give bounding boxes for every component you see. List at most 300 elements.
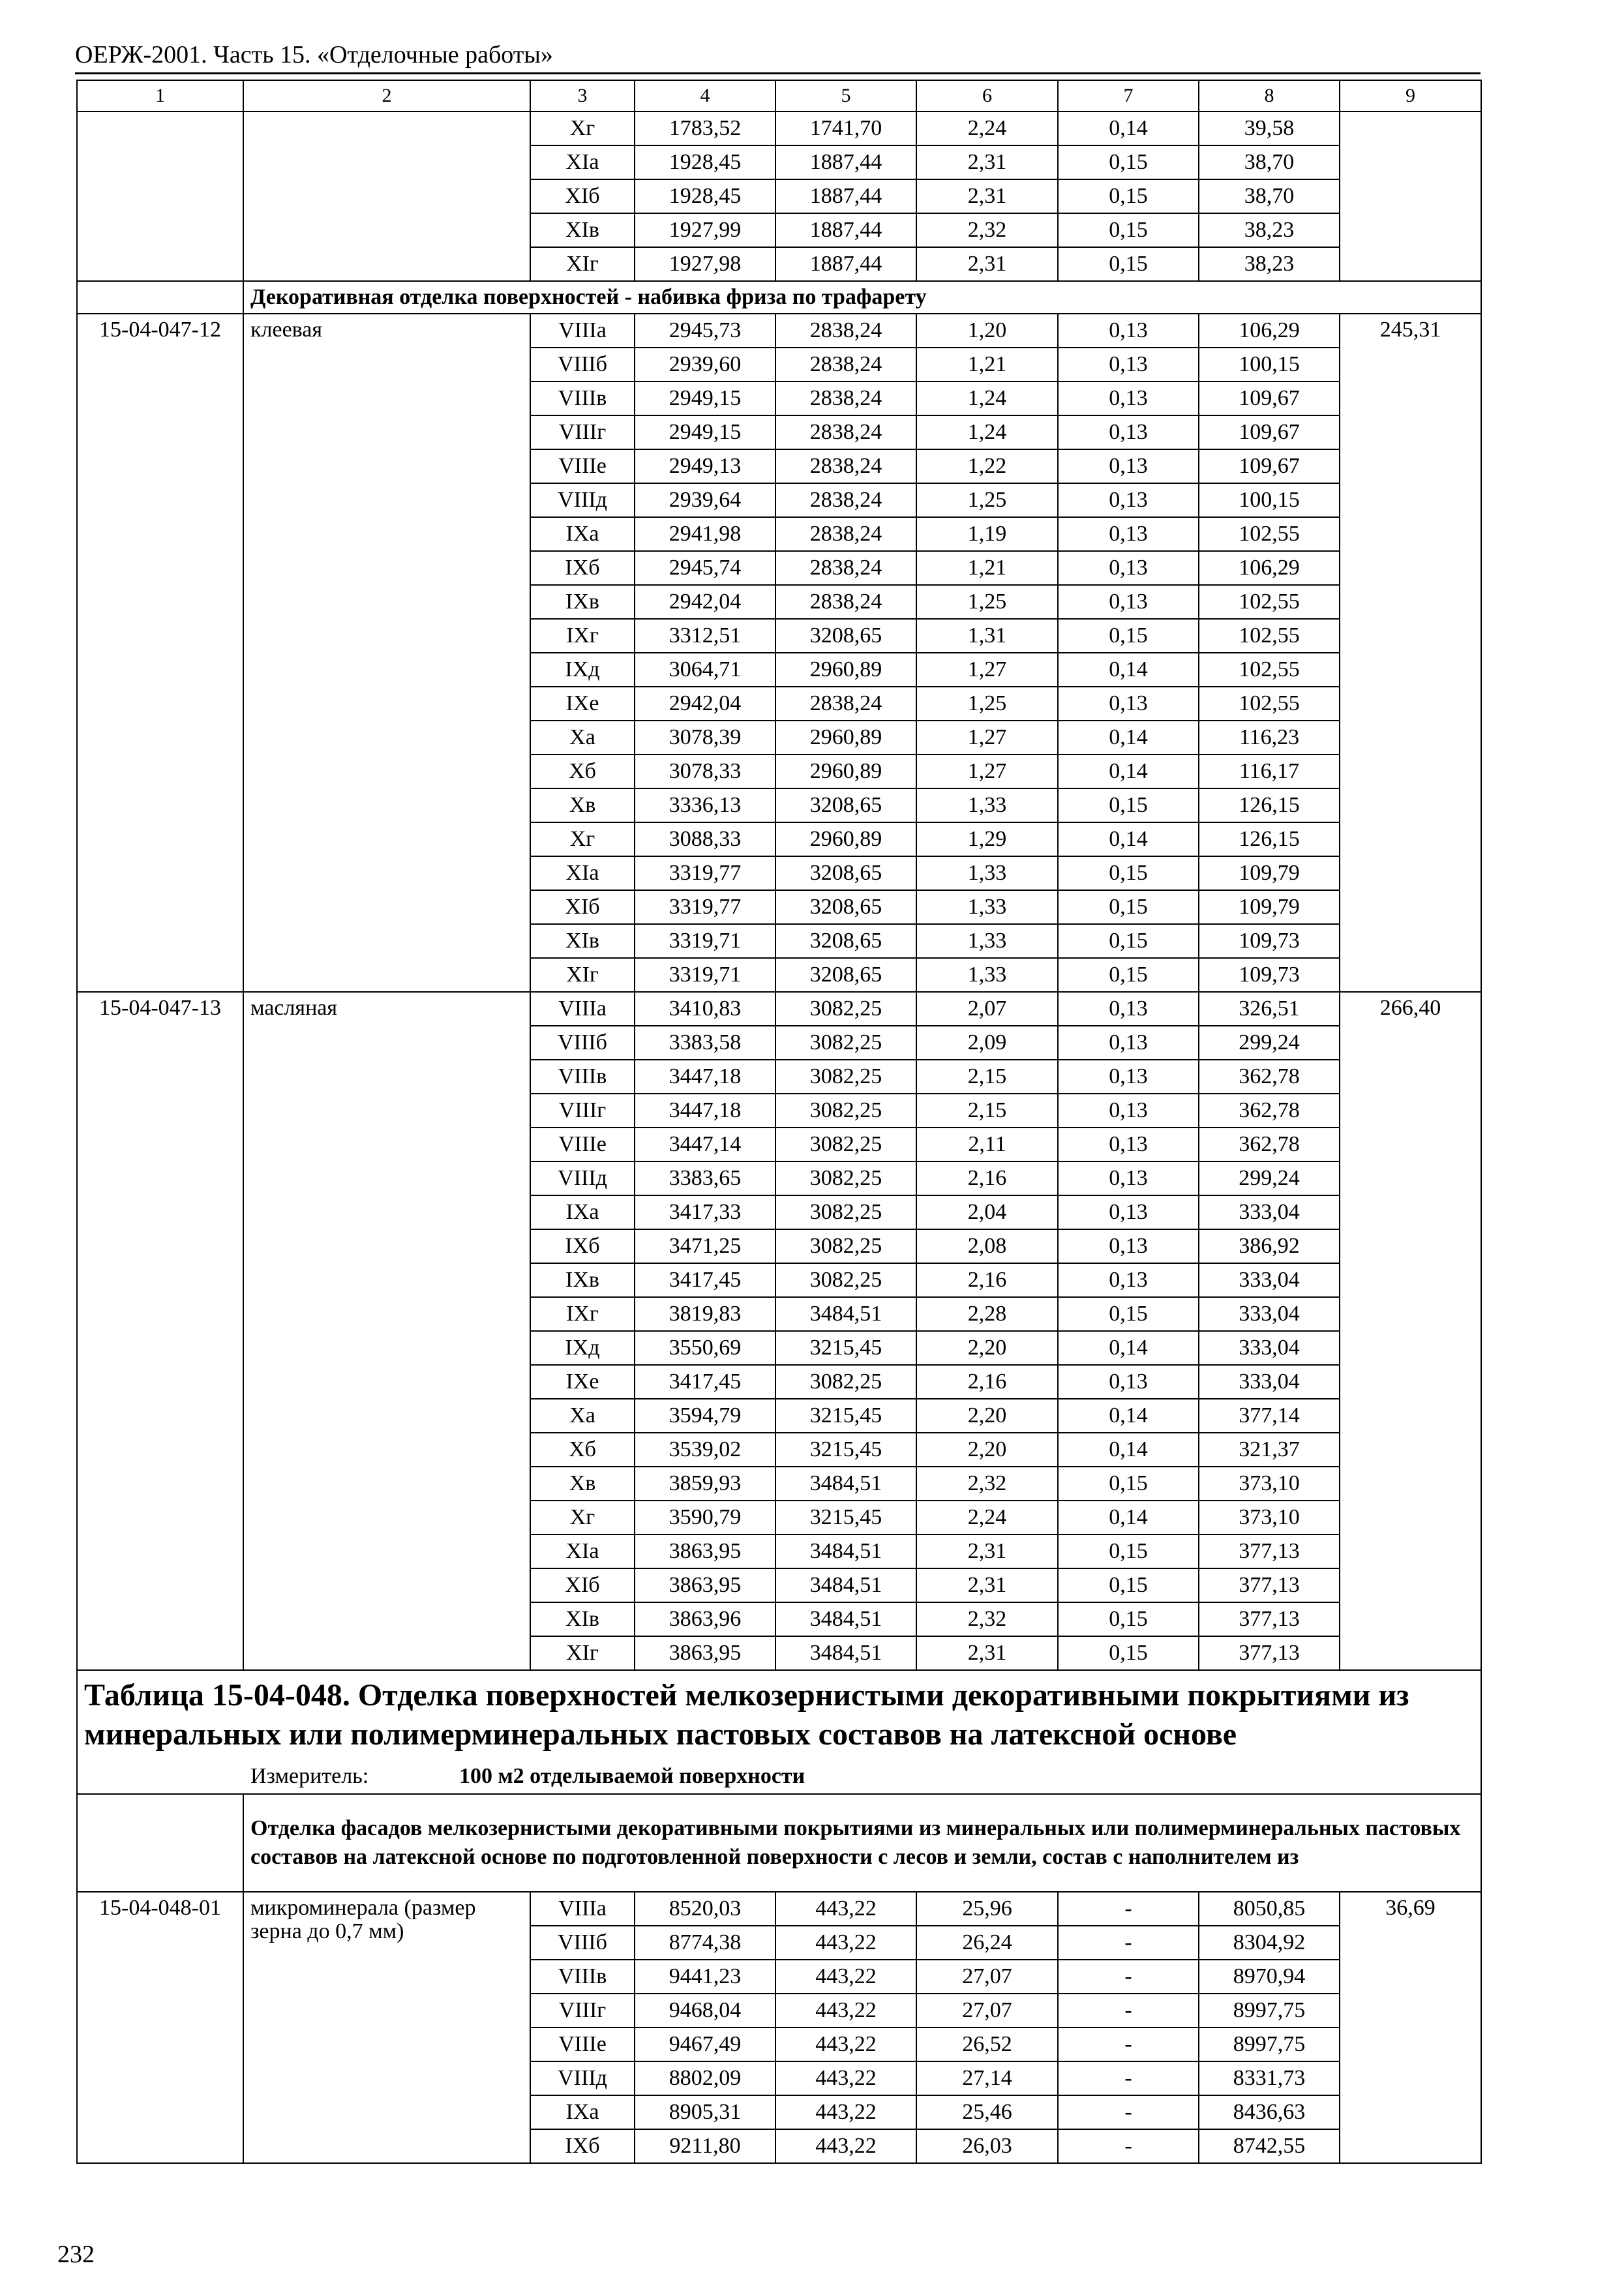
table-title-row: [77, 1670, 1481, 1759]
materials-cell: 299,24: [1199, 1026, 1340, 1060]
total-cost-cell: 3319,71: [635, 924, 775, 958]
column-number: 5: [775, 80, 916, 112]
machinist-wages-cell: 0,15: [1058, 213, 1199, 247]
total-cost-cell: 2949,13: [635, 449, 775, 483]
machines-cell: 1,33: [916, 958, 1058, 992]
machinist-wages-cell: 0,15: [1058, 1636, 1199, 1670]
wages-cell: 3484,51: [775, 1297, 916, 1331]
wages-cell: 3484,51: [775, 1636, 916, 1670]
region-cell: VIIIб: [530, 348, 635, 382]
code-cell: [77, 112, 243, 281]
machinist-wages-cell: 0,13: [1058, 551, 1199, 585]
table-row: [77, 314, 1481, 348]
machinist-wages-cell: 0,14: [1058, 1399, 1199, 1433]
machinist-wages-cell: 0,15: [1058, 958, 1199, 992]
region-cell: Xг: [530, 1501, 635, 1534]
wages-cell: 3082,25: [775, 1026, 916, 1060]
rate-name: клеевая: [243, 314, 530, 992]
wages-cell: 3082,25: [775, 1229, 916, 1263]
machinist-wages-cell: -: [1058, 2061, 1199, 2095]
machinist-wages-cell: 0,13: [1058, 483, 1199, 517]
wages-cell: 3215,45: [775, 1399, 916, 1433]
region-cell: VIIIе: [530, 1128, 635, 1161]
machinist-wages-cell: 0,15: [1058, 1568, 1199, 1602]
total-cost-cell: 3410,83: [635, 992, 775, 1026]
region-cell: IXе: [530, 687, 635, 721]
materials-cell: 8436,63: [1199, 2095, 1340, 2129]
wages-cell: 3484,51: [775, 1602, 916, 1636]
wages-cell: 443,22: [775, 1994, 916, 2027]
column-number: 3: [530, 80, 635, 112]
column-number: 4: [635, 80, 775, 112]
total-cost-cell: 3863,95: [635, 1568, 775, 1602]
materials-cell: 102,55: [1199, 687, 1340, 721]
region-cell: XIг: [530, 958, 635, 992]
total-cost-cell: 3088,33: [635, 822, 775, 856]
machines-cell: 2,32: [916, 213, 1058, 247]
machines-cell: 2,20: [916, 1331, 1058, 1365]
materials-cell: 38,23: [1199, 213, 1340, 247]
machines-cell: 2,15: [916, 1060, 1058, 1094]
section-header-row: [77, 281, 1481, 314]
region-cell: Xа: [530, 1399, 635, 1433]
region-cell: VIIIе: [530, 2027, 635, 2061]
machines-cell: 2,31: [916, 247, 1058, 281]
machinist-wages-cell: 0,13: [1058, 449, 1199, 483]
column-header-row: [77, 80, 1481, 112]
wages-cell: 443,22: [775, 2061, 916, 2095]
total-cost-cell: 3383,58: [635, 1026, 775, 1060]
materials-cell: 116,23: [1199, 721, 1340, 755]
total-cost-cell: 3863,95: [635, 1636, 775, 1670]
wages-cell: 3082,25: [775, 1128, 916, 1161]
materials-cell: 8997,75: [1199, 2027, 1340, 2061]
materials-cell: 38,70: [1199, 179, 1340, 213]
section-title: Отделка фасадов мелкозернистыми декоративными покрытиями из минеральных или полимерминеральных пастовых составов на латексной основе по подготовленной поверхности с лесов и земли, состав с наполнителем из: [243, 1794, 1481, 1892]
machinist-wages-cell: -: [1058, 1994, 1199, 2027]
wages-cell: 2838,24: [775, 551, 916, 585]
region-cell: IXв: [530, 1263, 635, 1297]
machinist-wages-cell: 0,15: [1058, 924, 1199, 958]
region-cell: Xг: [530, 112, 635, 145]
wages-cell: 3484,51: [775, 1568, 916, 1602]
region-cell: IXг: [530, 1297, 635, 1331]
wages-cell: 3208,65: [775, 958, 916, 992]
materials-cell: 100,15: [1199, 348, 1340, 382]
region-cell: XIа: [530, 145, 635, 179]
region-cell: VIIIд: [530, 2061, 635, 2095]
total-cost-cell: 3417,33: [635, 1195, 775, 1229]
machines-cell: 1,21: [916, 551, 1058, 585]
header-rule: [75, 72, 1481, 74]
machines-cell: 1,25: [916, 483, 1058, 517]
machinist-wages-cell: 0,13: [1058, 1161, 1199, 1195]
materials-cell: 333,04: [1199, 1365, 1340, 1399]
rate-col9: 245,31: [1340, 314, 1481, 992]
materials-cell: 102,55: [1199, 619, 1340, 653]
materials-cell: 377,13: [1199, 1636, 1340, 1670]
rate-name: микроминерала (размер зерна до 0,7 мм): [243, 1892, 530, 2163]
region-cell: XIв: [530, 213, 635, 247]
machinist-wages-cell: 0,13: [1058, 687, 1199, 721]
region-cell: XIб: [530, 890, 635, 924]
wages-cell: 2960,89: [775, 653, 916, 687]
machines-cell: 1,24: [916, 415, 1058, 449]
machinist-wages-cell: 0,13: [1058, 1060, 1199, 1094]
machines-cell: 2,16: [916, 1161, 1058, 1195]
region-cell: IXа: [530, 517, 635, 551]
machines-cell: 1,33: [916, 890, 1058, 924]
materials-cell: 8050,85: [1199, 1892, 1340, 1926]
machines-cell: 2,28: [916, 1297, 1058, 1331]
total-cost-cell: 3819,83: [635, 1297, 775, 1331]
machinist-wages-cell: -: [1058, 1960, 1199, 1994]
total-cost-cell: 3417,45: [635, 1263, 775, 1297]
materials-cell: 109,67: [1199, 449, 1340, 483]
region-cell: VIIIг: [530, 1994, 635, 2027]
region-cell: IXд: [530, 653, 635, 687]
total-cost-cell: 8774,38: [635, 1926, 775, 1960]
machinist-wages-cell: 0,13: [1058, 1229, 1199, 1263]
total-cost-cell: 2949,15: [635, 415, 775, 449]
materials-cell: 8304,92: [1199, 1926, 1340, 1960]
region-cell: XIг: [530, 1636, 635, 1670]
materials-cell: 8997,75: [1199, 1994, 1340, 2027]
wages-cell: 443,22: [775, 2129, 916, 2163]
machinist-wages-cell: 0,14: [1058, 653, 1199, 687]
total-cost-cell: 3863,95: [635, 1534, 775, 1568]
measure-row: [77, 1759, 1481, 1794]
region-cell: Xб: [530, 1433, 635, 1467]
section-title: Декоративная отделка поверхностей - набивка фриза по трафарету: [243, 281, 1481, 314]
machines-cell: 1,20: [916, 314, 1058, 348]
machinist-wages-cell: 0,13: [1058, 1263, 1199, 1297]
machines-cell: 2,09: [916, 1026, 1058, 1060]
total-cost-cell: 1927,99: [635, 213, 775, 247]
materials-cell: 326,51: [1199, 992, 1340, 1026]
wages-cell: 443,22: [775, 1926, 916, 1960]
materials-cell: 39,58: [1199, 112, 1340, 145]
machines-cell: 2,32: [916, 1467, 1058, 1501]
materials-cell: 126,15: [1199, 788, 1340, 822]
materials-cell: 106,29: [1199, 314, 1340, 348]
region-cell: VIIIе: [530, 449, 635, 483]
wages-cell: 443,22: [775, 1960, 916, 1994]
wages-cell: 1887,44: [775, 145, 916, 179]
machinist-wages-cell: 0,15: [1058, 145, 1199, 179]
machinist-wages-cell: 0,13: [1058, 517, 1199, 551]
region-cell: XIа: [530, 856, 635, 890]
wages-cell: 2838,24: [775, 585, 916, 619]
wages-cell: 3208,65: [775, 856, 916, 890]
machinist-wages-cell: 0,15: [1058, 247, 1199, 281]
measure-cell: [77, 1759, 1481, 1794]
machines-cell: 1,33: [916, 924, 1058, 958]
materials-cell: 109,79: [1199, 856, 1340, 890]
machines-cell: 1,22: [916, 449, 1058, 483]
wages-cell: 3208,65: [775, 788, 916, 822]
wages-cell: 3215,45: [775, 1331, 916, 1365]
total-cost-cell: 9468,04: [635, 1994, 775, 2027]
machinist-wages-cell: 0,13: [1058, 1128, 1199, 1161]
region-cell: Xг: [530, 822, 635, 856]
machinist-wages-cell: 0,13: [1058, 382, 1199, 415]
total-cost-cell: 3550,69: [635, 1331, 775, 1365]
wages-cell: 443,22: [775, 2095, 916, 2129]
materials-cell: 8742,55: [1199, 2129, 1340, 2163]
wages-cell: 3215,45: [775, 1433, 916, 1467]
machinist-wages-cell: 0,13: [1058, 992, 1199, 1026]
rates-table: [76, 80, 1482, 2164]
region-cell: XIв: [530, 1602, 635, 1636]
machines-cell: 1,21: [916, 348, 1058, 382]
machines-cell: 1,25: [916, 687, 1058, 721]
materials-cell: 333,04: [1199, 1195, 1340, 1229]
total-cost-cell: 2939,60: [635, 348, 775, 382]
region-cell: VIIIд: [530, 483, 635, 517]
total-cost-cell: 3590,79: [635, 1501, 775, 1534]
machines-cell: 2,15: [916, 1094, 1058, 1128]
measure-label: Измеритель:: [250, 1764, 369, 1788]
total-cost-cell: 3078,39: [635, 721, 775, 755]
machinist-wages-cell: 0,15: [1058, 856, 1199, 890]
column-number: 2: [243, 80, 530, 112]
materials-cell: 386,92: [1199, 1229, 1340, 1263]
total-cost-cell: 3594,79: [635, 1399, 775, 1433]
region-cell: VIIIб: [530, 1026, 635, 1060]
wages-cell: 443,22: [775, 2027, 916, 2061]
materials-cell: 333,04: [1199, 1263, 1340, 1297]
total-cost-cell: 9467,49: [635, 2027, 775, 2061]
code-cell: [77, 1794, 243, 1892]
materials-cell: 38,70: [1199, 145, 1340, 179]
total-cost-cell: 3417,45: [635, 1365, 775, 1399]
region-cell: IXе: [530, 1365, 635, 1399]
rate-name: масляная: [243, 992, 530, 1670]
materials-cell: 8331,73: [1199, 2061, 1340, 2095]
materials-cell: 109,67: [1199, 415, 1340, 449]
machines-cell: 26,03: [916, 2129, 1058, 2163]
machines-cell: 26,52: [916, 2027, 1058, 2061]
total-cost-cell: 3383,65: [635, 1161, 775, 1195]
wages-cell: 2838,24: [775, 517, 916, 551]
machines-cell: 2,31: [916, 1568, 1058, 1602]
wages-cell: 3082,25: [775, 992, 916, 1026]
wages-cell: 3484,51: [775, 1467, 916, 1501]
wages-cell: 1887,44: [775, 213, 916, 247]
section-header-row: [77, 1794, 1481, 1892]
region-cell: VIIIг: [530, 415, 635, 449]
machinist-wages-cell: 0,15: [1058, 1297, 1199, 1331]
wages-cell: 2838,24: [775, 483, 916, 517]
machinist-wages-cell: 0,15: [1058, 619, 1199, 653]
machines-cell: 2,11: [916, 1128, 1058, 1161]
materials-cell: 102,55: [1199, 653, 1340, 687]
total-cost-cell: 3312,51: [635, 619, 775, 653]
code-cell: [77, 281, 243, 314]
region-cell: VIIIб: [530, 1926, 635, 1960]
page-header-title: ОЕРЖ-2001. Часть 15. «Отделочные работы»: [75, 41, 553, 68]
page-number: 232: [57, 2241, 95, 2268]
total-cost-cell: 3471,25: [635, 1229, 775, 1263]
machinist-wages-cell: 0,14: [1058, 822, 1199, 856]
machines-cell: 2,16: [916, 1263, 1058, 1297]
column-number: 8: [1199, 80, 1340, 112]
wages-cell: 2838,24: [775, 449, 916, 483]
wages-cell: 2960,89: [775, 755, 916, 788]
machinist-wages-cell: -: [1058, 2129, 1199, 2163]
materials-cell: 377,13: [1199, 1568, 1340, 1602]
materials-cell: 362,78: [1199, 1128, 1340, 1161]
machines-cell: 2,16: [916, 1365, 1058, 1399]
region-cell: IXв: [530, 585, 635, 619]
materials-cell: 109,79: [1199, 890, 1340, 924]
machinist-wages-cell: 0,14: [1058, 755, 1199, 788]
materials-cell: 109,67: [1199, 382, 1340, 415]
machines-cell: 1,31: [916, 619, 1058, 653]
region-cell: IXа: [530, 1195, 635, 1229]
measure-value: 100 м2 отделываемой поверхности: [459, 1764, 805, 1788]
machines-cell: 27,14: [916, 2061, 1058, 2095]
region-cell: VIIIа: [530, 992, 635, 1026]
machinist-wages-cell: 0,15: [1058, 890, 1199, 924]
machines-cell: 25,96: [916, 1892, 1058, 1926]
region-cell: VIIIв: [530, 1060, 635, 1094]
machinist-wages-cell: 0,13: [1058, 585, 1199, 619]
name-cell: [243, 112, 530, 281]
wages-cell: 1887,44: [775, 179, 916, 213]
materials-cell: 377,14: [1199, 1399, 1340, 1433]
rate-code: 15-04-047-13: [77, 992, 243, 1670]
region-cell: XIг: [530, 247, 635, 281]
machines-cell: 1,29: [916, 822, 1058, 856]
wages-cell: 3484,51: [775, 1534, 916, 1568]
machines-cell: 1,27: [916, 721, 1058, 755]
col9-cell: [1340, 112, 1481, 281]
machinist-wages-cell: 0,13: [1058, 1026, 1199, 1060]
wages-cell: 2960,89: [775, 721, 916, 755]
total-cost-cell: 3319,77: [635, 856, 775, 890]
machines-cell: 2,20: [916, 1433, 1058, 1467]
machinist-wages-cell: 0,15: [1058, 1534, 1199, 1568]
rate-code: 15-04-047-12: [77, 314, 243, 992]
machines-cell: 27,07: [916, 1994, 1058, 2027]
machines-cell: 2,31: [916, 1636, 1058, 1670]
total-cost-cell: 3447,18: [635, 1060, 775, 1094]
total-cost-cell: 8905,31: [635, 2095, 775, 2129]
rate-col9: 36,69: [1340, 1892, 1481, 2163]
total-cost-cell: 2949,15: [635, 382, 775, 415]
wages-cell: 2838,24: [775, 415, 916, 449]
materials-cell: 333,04: [1199, 1331, 1340, 1365]
materials-cell: 299,24: [1199, 1161, 1340, 1195]
materials-cell: 102,55: [1199, 517, 1340, 551]
machines-cell: 25,46: [916, 2095, 1058, 2129]
total-cost-cell: 2942,04: [635, 585, 775, 619]
total-cost-cell: 3319,77: [635, 890, 775, 924]
machinist-wages-cell: 0,14: [1058, 721, 1199, 755]
materials-cell: 100,15: [1199, 483, 1340, 517]
materials-cell: 109,73: [1199, 958, 1340, 992]
total-cost-cell: 2941,98: [635, 517, 775, 551]
wages-cell: 3208,65: [775, 890, 916, 924]
region-cell: IXд: [530, 1331, 635, 1365]
total-cost-cell: 2945,74: [635, 551, 775, 585]
machinist-wages-cell: 0,13: [1058, 415, 1199, 449]
column-number: 1: [77, 80, 243, 112]
machines-cell: 2,04: [916, 1195, 1058, 1229]
region-cell: VIIIа: [530, 314, 635, 348]
machinist-wages-cell: -: [1058, 1926, 1199, 1960]
wages-cell: 2838,24: [775, 382, 916, 415]
machines-cell: 1,25: [916, 585, 1058, 619]
wages-cell: 1741,70: [775, 112, 916, 145]
machinist-wages-cell: -: [1058, 2027, 1199, 2061]
wages-cell: 1887,44: [775, 247, 916, 281]
wages-cell: 3082,25: [775, 1263, 916, 1297]
machinist-wages-cell: 0,13: [1058, 348, 1199, 382]
total-cost-cell: 8520,03: [635, 1892, 775, 1926]
total-cost-cell: 3447,18: [635, 1094, 775, 1128]
wages-cell: 3215,45: [775, 1501, 916, 1534]
materials-cell: 373,10: [1199, 1501, 1340, 1534]
wages-cell: 2838,24: [775, 348, 916, 382]
machines-cell: 2,31: [916, 1534, 1058, 1568]
machinist-wages-cell: 0,15: [1058, 179, 1199, 213]
machines-cell: 2,07: [916, 992, 1058, 1026]
materials-cell: 362,78: [1199, 1094, 1340, 1128]
column-number: 6: [916, 80, 1058, 112]
materials-cell: 8970,94: [1199, 1960, 1340, 1994]
region-cell: VIIIа: [530, 1892, 635, 1926]
region-cell: IXб: [530, 551, 635, 585]
machinist-wages-cell: 0,14: [1058, 1501, 1199, 1534]
region-cell: IXг: [530, 619, 635, 653]
machinist-wages-cell: -: [1058, 2095, 1199, 2129]
wages-cell: 3082,25: [775, 1094, 916, 1128]
machines-cell: 1,24: [916, 382, 1058, 415]
materials-cell: 109,73: [1199, 924, 1340, 958]
table-title: Таблица 15-04-048. Отделка поверхностей мелкозернистыми декоративными покрытиями из минеральных или полимерминеральных пастовых составов на латексной основе: [77, 1670, 1481, 1759]
machinist-wages-cell: 0,13: [1058, 314, 1199, 348]
table-row: [77, 992, 1481, 1026]
rate-col9: 266,40: [1340, 992, 1481, 1670]
machinist-wages-cell: 0,15: [1058, 788, 1199, 822]
total-cost-cell: 1783,52: [635, 112, 775, 145]
region-cell: VIIIв: [530, 382, 635, 415]
region-cell: Xа: [530, 721, 635, 755]
wages-cell: 443,22: [775, 1892, 916, 1926]
region-cell: XIа: [530, 1534, 635, 1568]
region-cell: XIб: [530, 179, 635, 213]
region-cell: Xв: [530, 788, 635, 822]
region-cell: VIIIд: [530, 1161, 635, 1195]
table-row: [77, 1892, 1481, 1926]
rate-code: 15-04-048-01: [77, 1892, 243, 2163]
region-cell: VIIIг: [530, 1094, 635, 1128]
machines-cell: 2,24: [916, 112, 1058, 145]
total-cost-cell: 3336,13: [635, 788, 775, 822]
machinist-wages-cell: 0,13: [1058, 1365, 1199, 1399]
table-row: [77, 112, 1481, 145]
column-number: 7: [1058, 80, 1199, 112]
materials-cell: 333,04: [1199, 1297, 1340, 1331]
machines-cell: 2,32: [916, 1602, 1058, 1636]
machines-cell: 2,31: [916, 145, 1058, 179]
total-cost-cell: 3319,71: [635, 958, 775, 992]
total-cost-cell: 2939,64: [635, 483, 775, 517]
machinist-wages-cell: 0,13: [1058, 1195, 1199, 1229]
